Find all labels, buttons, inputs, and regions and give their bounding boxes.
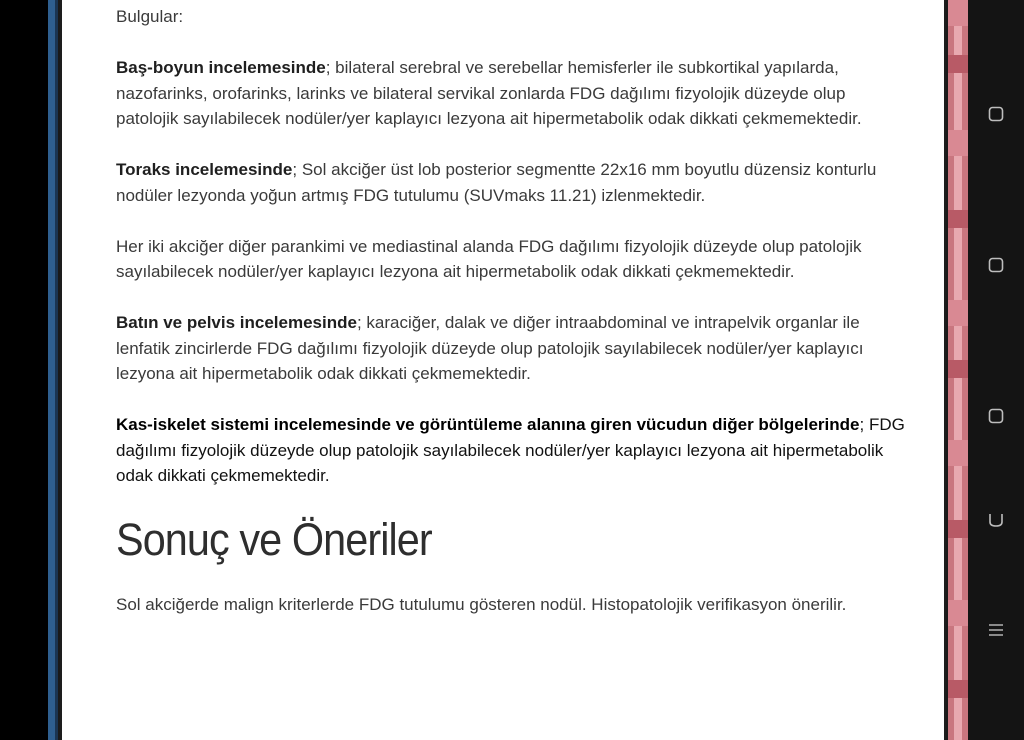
edge-segment [948,360,968,378]
home-cup-icon[interactable] [986,510,1006,530]
paragraph-musculoskeletal [116,412,906,489]
paragraph-thorax [116,157,906,208]
findings-heading: Bulgular: [116,7,184,26]
right-edge-strip [948,0,968,740]
edge-segment [948,600,968,626]
section-title: Sonuç ve Öneriler [116,514,432,565]
navigation-bar [968,0,1024,740]
paragraph-bold-label: Baş-boyun incelemesinde [116,58,326,77]
edge-segment [948,440,968,466]
paragraph-lungs [116,234,906,285]
left-accent-strip [48,0,58,740]
square-icon[interactable] [986,104,1006,124]
paragraph-text: ; Sol akciğer üst lob posterior segmentte 22x16 mm boyutlu düzensiz konturlu nodüler lezyonda yoğun artmış FDG tutulumu (SUVmaks 11.21) izlenmektedir. [116,160,877,205]
edge-segment [948,0,968,26]
paragraph-text: ; karaciğer, dalak ve diğer intraabdominal ve intrapelvik organlar ile lenfatik zincirlerde FDG dağılımı fizyolojik düzeyde olup patolojik sayılabilecek nodüler/yer kaplayıcı lezyona ait hipermetabolik odak dikkati çekmemektedir. [116,313,864,383]
document-content [116,4,906,643]
paragraph-head-neck [116,55,906,132]
square-icon[interactable] [986,406,1006,426]
paragraph-text: ; FDG dağılımı fizyolojik düzeyde olup patolojik sayılabilecek nodüler/yer kaplayıcı lezyona ait hipermetabolik odak dikkati çekmemektedir. [116,415,905,485]
conclusion-paragraph: Sol akciğerde malign kriterlerde FDG tutulumu gösteren nodül. Histopatolojik verifikasyon önerilir. [116,595,847,614]
edge-segment [948,300,968,326]
square-icon[interactable] [986,255,1006,275]
edge-segment [948,130,968,156]
edge-segment [948,210,968,228]
edge-segment [948,520,968,538]
left-bezel [0,0,48,740]
paragraph-text: Her iki akciğer diğer parankimi ve mediastinal alanda FDG dağılımı fizyolojik düzeyde olup patolojik sayılabilecek nodüler/yer kaplayıcı lezyona ait hipermetabolik odak dikkati çekmemektedir. [116,236,862,281]
edge-segment [948,55,968,73]
paragraph-bold-label: Toraks incelemesinde [116,160,293,179]
paragraph-bold-label: Batın ve pelvis incelemesinde [116,313,357,332]
paragraph-bold-label: Kas-iskelet sistemi incelemesinde ve görüntüleme alanına giren vücudun diğer bölgelerinde [116,415,860,434]
document-page[interactable] [60,0,946,740]
menu-icon[interactable] [986,620,1006,640]
edge-segment [948,680,968,698]
paragraph-abdomen-pelvis [116,310,906,387]
paragraph-text: ; bilateral serebral ve serebellar hemisferler ile subkortikal yapılarda, nazofarinks, orofarinks, larinks ve bilateral servikal zonlarda FDG dağılımı fizyolojik düzeyde olup patolojik sayılabilecek nodüler/yer kaplayıcı lezyona ait hipermetabolik odak dikkati çekmemektedir. [116,58,862,128]
